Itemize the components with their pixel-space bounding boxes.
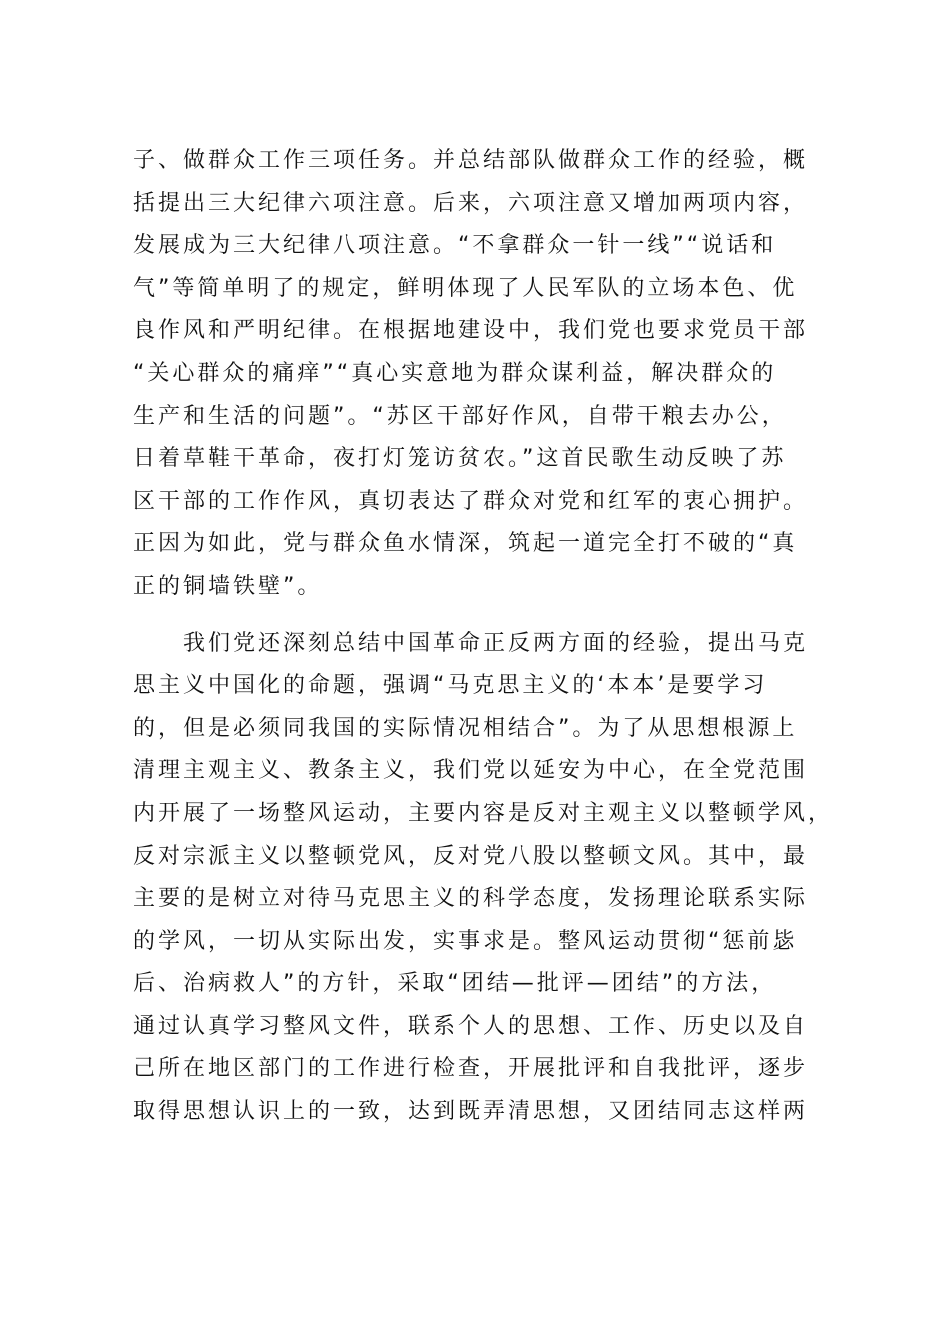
text-line: “关心群众的痛痒”“真心实意地为群众谋利益，解决群众的	[133, 360, 777, 386]
text-line: 思主义中国化的命题，强调“马克思主义的‘本本’是要学习	[133, 673, 768, 699]
text-line: 子、做群众工作三项任务。并总结部队做群众工作的经验，概	[133, 148, 809, 173]
text-line: 内开展了一场整风运动，主要内容是反对主观主义以整顿学风，	[133, 800, 834, 826]
text-line: 正因为如此，党与群众鱼水情深，筑起一道完全打不破的“真	[133, 531, 798, 557]
text-line: 括提出三大纪律六项注意。后来，六项注意又增加两项内容，	[133, 190, 809, 216]
text-line: 的学风，一切从实际出发，实事求是。整风运动贯彻“惩前毖	[133, 928, 798, 954]
text-line: 的，但是必须同我国的实际情况相结合”。为了从思想根源上	[133, 715, 798, 741]
text-line: 良作风和严明纪律。在根据地建设中，我们党也要求党员干部	[133, 318, 809, 344]
text-line: 反对宗派主义以整顿党风，反对党八股以整顿文风。其中，最	[133, 843, 809, 869]
text-line: 取得思想认识上的一致，达到既弄清思想，又团结同志这样两	[133, 1099, 809, 1125]
text-line: 通过认真学习整风文件，联系个人的思想、工作、历史以及自	[133, 1013, 809, 1039]
text-line: 气”等简单明了的规定，鲜明体现了人民军队的立场本色、优	[133, 275, 798, 301]
text-line: 我们党还深刻总结中国革命正反两方面的经验，提出马克	[183, 630, 809, 656]
text-line: 生产和生活的问题”。“苏区干部好作风，自带干粮去办公，	[133, 403, 787, 429]
text-line: 区干部的工作作风，真切表达了群众对党和红军的衷心拥护。	[133, 488, 809, 514]
text-line: 己所在地区部门的工作进行检查，开展批评和自我批评，逐步	[133, 1056, 809, 1082]
text-line: 清理主观主义、教条主义，我们党以延安为中心，在全党范围	[133, 758, 809, 784]
paragraph-1	[133, 140, 823, 609]
text-line: 主要的是树立对待马克思主义的科学态度，发扬理论联系实际	[133, 886, 809, 912]
text-line: 日着草鞋干革命，夜打灯笼访贫农。”这首民歌生动反映了苏	[133, 446, 787, 472]
text-line: 后、治病救人”的方针，采取“团结—批评—团结”的方法，	[133, 971, 777, 997]
paragraph-2	[133, 623, 834, 1134]
text-line: 正的铜墙铁壁”。	[133, 573, 323, 599]
paragraph-gap	[133, 609, 823, 623]
body-text	[133, 140, 834, 1134]
text-line: 发展成为三大纪律八项注意。“不拿群众一针一线”“说话和	[133, 233, 777, 259]
